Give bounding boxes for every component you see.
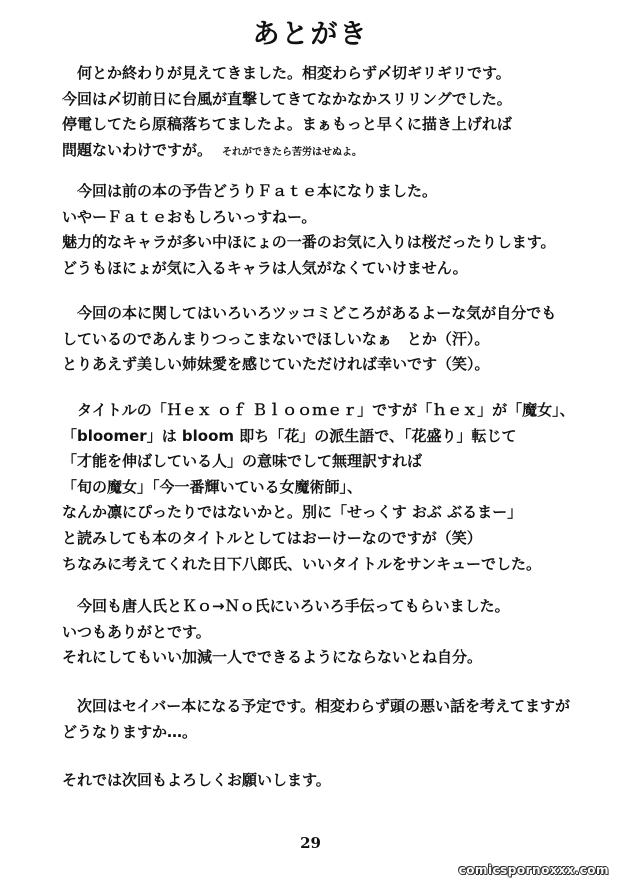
text-line-with-aside <box>62 138 602 164</box>
text-line: しているのであんまりつっこまないでほしいなぁ とか（汗）。 <box>62 329 490 348</box>
text-line: 魅力的なキャラが多い中ほにょの一番のお気に入りは桜だったりします。 <box>62 233 556 252</box>
text-line: どうもほにょが気に入るキャラは人気がなくていけません。 <box>62 258 468 277</box>
site-watermark: comicspornoxxx.com <box>458 863 609 877</box>
paragraph-next-issue <box>62 694 602 745</box>
text-line: なんか凛にぴったりではないかと。別に「せっくす おぶ ぶるまー」 <box>62 503 523 522</box>
paragraph-closing <box>62 768 602 794</box>
paragraph-deadline <box>62 61 602 163</box>
text-line: どうなりますか…。 <box>62 722 198 741</box>
aside-note: それができたら苦労はせぬよ。 <box>222 146 363 158</box>
text-line: とりあえず美しい姉妹愛を感じていただければ幸いです（笑）。 <box>62 355 490 374</box>
text-line: 停電してたら原稿落ちてましたよ。まぁもっと早くに描き上げれば <box>62 115 512 134</box>
text-line: 今回は〆切前日に台風が直撃してきてなかなかスリリングでした。 <box>62 89 512 108</box>
text-line: それにしてもいい加減一人でできるようにならないとね自分。 <box>62 648 483 667</box>
text-line: いつもありがとです。 <box>62 622 211 641</box>
text-line: それでは次回もよろしくお願いします。 <box>62 771 331 789</box>
text-line: 今回は前の本の予告どうりＦａｔｅ本になりました。 <box>62 182 438 200</box>
text-line: 「才能を伸ばしている人」の意味でして無理訳すれば <box>62 452 423 471</box>
text-line: 次回はセイバー本になる予定です。相変わらず頭の悪い話を考えてますが <box>62 697 571 715</box>
text-line: と読みしても本のタイトルとしてはおーけーなのですが（笑） <box>62 528 482 547</box>
text-line: 今回も唐人氏とＫｏ→Ｎｏ氏にいろいろ手伝ってもらいました。 <box>62 597 510 615</box>
text-line: 「旬の魔女」「今一番輝いている女魔術師」、 <box>62 477 363 496</box>
paragraph-tsukkomi <box>62 301 602 378</box>
text-line: 問題ないわけですが。 <box>62 140 213 159</box>
paragraph-thanks <box>62 594 602 671</box>
text-line: いやーＦａｔｅおもしろいっすねー。 <box>62 207 317 226</box>
page-number: 29 <box>300 834 321 852</box>
text-line: 今回の本に関してはいろいろツッコミどころがあるよーな気が自分でも <box>62 304 557 322</box>
paragraph-fate <box>62 179 602 281</box>
text-line: タイトルの「Ｈｅｘ ｏｆ Ｂｌｏｏｍｅｒ」ですが「ｈｅｘ」が「魔女」、 <box>62 401 575 419</box>
paragraph-title-meaning <box>62 398 602 577</box>
text-line: 何とか終わりが見えてきました。相変わらず〆切ギリギリです。 <box>62 64 511 82</box>
text-line: ちなみに考えてくれた日下八郎氏、いいタイトルをサンキューでした。 <box>62 554 541 573</box>
page-title: あとがき <box>252 19 369 50</box>
text-line: 「bloomer」は bloom 即ち「花」の派生語で、「花盛り」転じて <box>62 426 517 445</box>
